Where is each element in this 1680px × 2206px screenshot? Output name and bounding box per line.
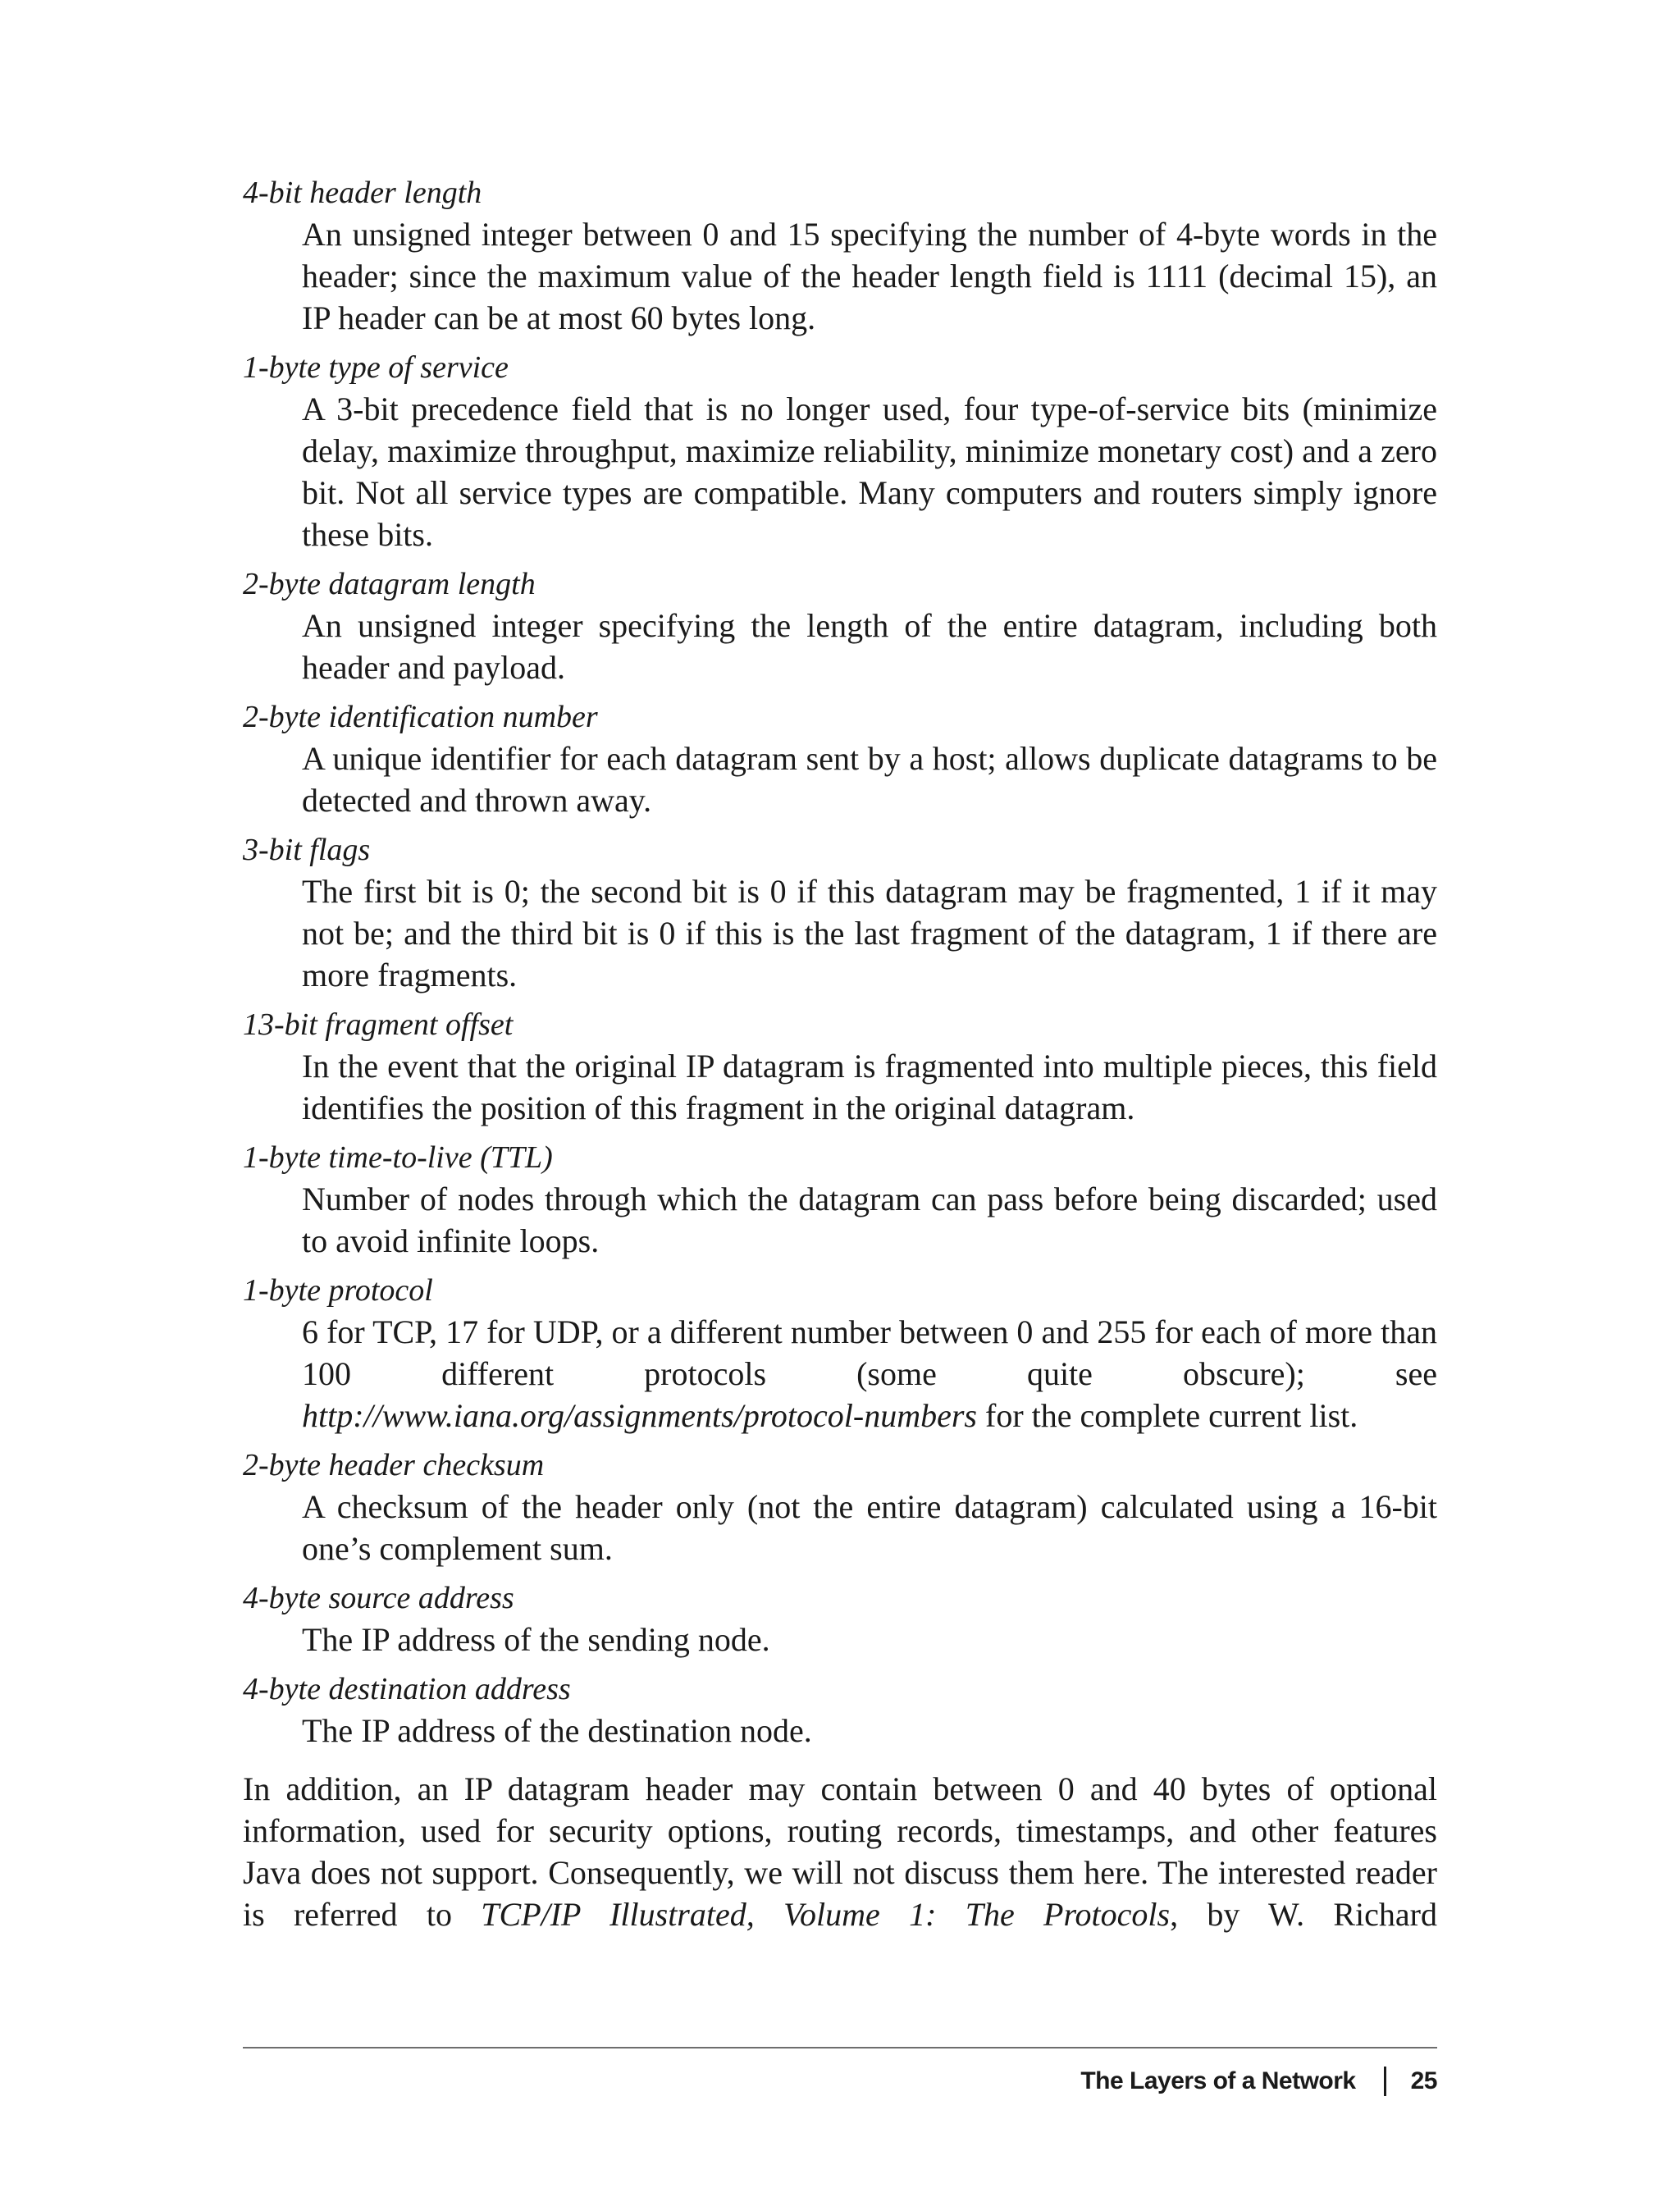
closing-paragraph — [243, 1768, 1437, 1935]
page-footer — [243, 2061, 1437, 2102]
book-title: TCP/IP Illustrated, Volume 1: The Protocols — [481, 1896, 1171, 1933]
closing-text-before: In addition, an IP datagram header may contain between 0 and 40 bytes of optional information, used for security options, routing records, timestamps, and other features Java does not support. Consequently, we will not discuss them here. The interested reader is referred to — [243, 1770, 1437, 1933]
page-content — [243, 172, 1437, 1935]
field-description: A checksum of the header only (not the entire datagram) calculated using a 16-bit one’s complement sum. — [302, 1488, 1437, 1567]
field-term: 3-bit flags — [243, 833, 371, 867]
page-number: 25 — [1410, 2067, 1437, 2094]
field-description: The first bit is 0; the second bit is 0 if this datagram may be fragmented, 1 if it may not be; and the third bit is 0 if this is the last fragment of the datagram, 1 if there are more fragments. — [302, 873, 1437, 993]
field-description: The IP address of the destination node. — [302, 1712, 812, 1749]
field-description — [302, 1311, 1437, 1436]
field-term: 4-byte destination address — [243, 1672, 571, 1706]
field-description: A 3-bit precedence field that is no longer used, four type-of-service bits (minimize delay, maximize throughput, maximize reliability, minimize monetary cost) and a zero bit. Not all service types are compatible. Many computers and routers simply ignore these bits. — [302, 391, 1437, 553]
protocol-numbers-link[interactable]: http://www.iana.org/assignments/protocol-numbers — [302, 1397, 977, 1434]
field-identification-number — [243, 697, 1437, 821]
field-term: 2-byte header checksum — [243, 1448, 545, 1482]
field-source-address — [243, 1578, 1437, 1660]
field-destination-address — [243, 1669, 1437, 1752]
field-term: 1-byte time-to-live (TTL) — [243, 1140, 553, 1175]
field-header-length — [243, 172, 1437, 339]
footer-separator — [1384, 2067, 1386, 2096]
field-description: An unsigned integer between 0 and 15 specifying the number of 4-byte words in the header; since the maximum value of the header length field is 1111 (decimal 15), an IP header can be at most 60 bytes long. — [302, 216, 1437, 336]
protocol-desc-before: 6 for TCP, 17 for UDP, or a different number between 0 and 255 for each of more than 100 different protocols (some quite obscure); see — [302, 1313, 1437, 1392]
field-term: 4-byte source address — [243, 1581, 514, 1615]
field-description: Number of nodes through which the datagram can pass before being discarded; used to avoid infinite loops. — [302, 1181, 1437, 1259]
field-datagram-length — [243, 564, 1437, 688]
field-description: In the event that the original IP datagram is fragmented into multiple pieces, this field identifies the position of this fragment in the original datagram. — [302, 1048, 1437, 1126]
footer-rule — [243, 2047, 1437, 2048]
field-description: The IP address of the sending node. — [302, 1621, 770, 1658]
field-flags — [243, 829, 1437, 996]
closing-text-after: , by W. Richard — [1170, 1896, 1437, 1933]
field-protocol — [243, 1270, 1437, 1436]
field-term: 1-byte protocol — [243, 1273, 433, 1308]
field-description: A unique identifier for each datagram sent by a host; allows duplicate datagrams to be detected and thrown away. — [302, 740, 1437, 819]
field-term: 1-byte type of service — [243, 350, 509, 385]
protocol-desc-after: for the complete current list. — [977, 1397, 1358, 1434]
field-term: 2-byte datagram length — [243, 567, 536, 601]
footer-section-title: The Layers of a Network — [1080, 2067, 1356, 2094]
field-header-checksum — [243, 1445, 1437, 1569]
field-term: 13-bit fragment offset — [243, 1007, 514, 1042]
field-fragment-offset — [243, 1004, 1437, 1129]
field-term: 4-bit header length — [243, 176, 482, 210]
field-description: An unsigned integer specifying the length of the entire datagram, including both header and payload. — [302, 607, 1437, 686]
field-term: 2-byte identification number — [243, 700, 598, 734]
field-time-to-live — [243, 1137, 1437, 1262]
field-type-of-service — [243, 347, 1437, 555]
